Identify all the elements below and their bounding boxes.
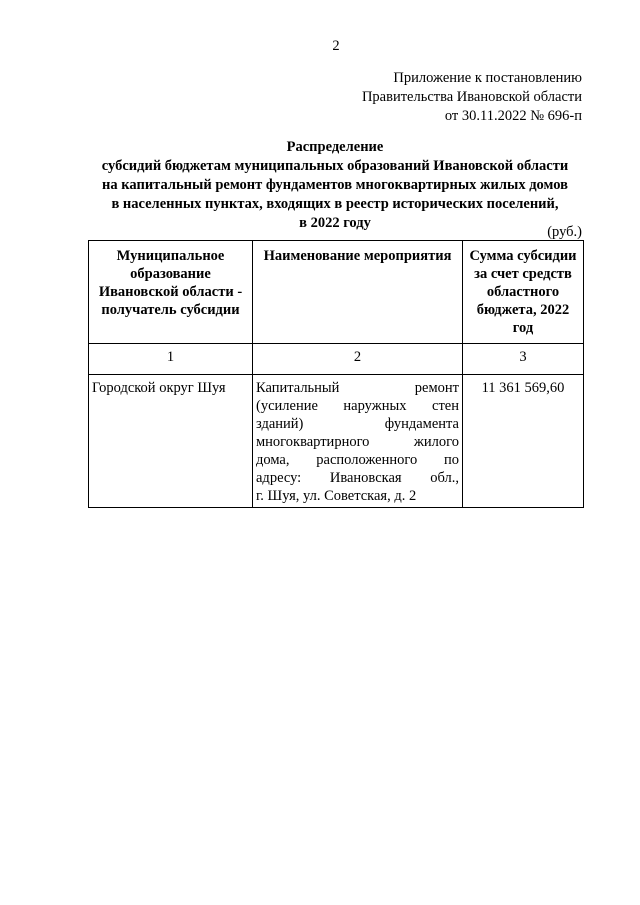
activity-line: Капитальный ремонт xyxy=(256,380,459,396)
activity-line: г. Шуя, ул. Советская, д. 2 xyxy=(256,488,417,504)
activity-line: (усиление наружных стен xyxy=(256,398,459,414)
activity-line: многоквартирного жилого xyxy=(256,434,459,450)
appendix-line: Приложение к постановлению xyxy=(393,70,582,86)
subsidy-table xyxy=(88,240,584,508)
column-number: 1 xyxy=(89,344,253,375)
activity-line: зданий) фундамента xyxy=(256,416,459,432)
title-line: в населенных пунктах, входящих в реестр исторических поселений, xyxy=(111,196,559,212)
header-activity: Наименование мероприятия xyxy=(253,241,463,344)
column-number: 2 xyxy=(253,344,463,375)
title-line: на капитальный ремонт фундаментов многоквартирных жилых домов xyxy=(102,177,568,193)
appendix-line: от 30.11.2022 № 696-п xyxy=(444,108,582,124)
title-line: Распределение xyxy=(286,139,384,155)
column-number: 3 xyxy=(463,344,584,375)
table-row xyxy=(89,375,584,508)
appendix-line: Правительства Ивановской области xyxy=(361,89,582,105)
header-amount: Сумма субсидии за счет средств областного бюджета, 2022 год xyxy=(463,241,584,344)
document-title xyxy=(70,138,600,233)
activity-line: адресу: Ивановская обл., xyxy=(256,470,459,486)
activity-cell xyxy=(253,375,463,508)
column-number-row xyxy=(89,344,584,375)
table-header-row xyxy=(89,241,584,344)
amount-cell: 11 361 569,60 xyxy=(463,375,584,508)
title-line: в 2022 году xyxy=(299,215,371,231)
recipient-cell: Городской округ Шуя xyxy=(89,375,253,508)
currency-unit: (руб.) xyxy=(547,224,582,240)
page-number: 2 xyxy=(332,38,340,54)
activity-line: дома, расположенного по xyxy=(256,452,459,468)
appendix-note xyxy=(362,69,582,126)
title-line: субсидий бюджетам муниципальных образований Ивановской области xyxy=(101,158,569,174)
header-recipient: Муниципальное образование Ивановской области - получатель субсидии xyxy=(89,241,253,344)
